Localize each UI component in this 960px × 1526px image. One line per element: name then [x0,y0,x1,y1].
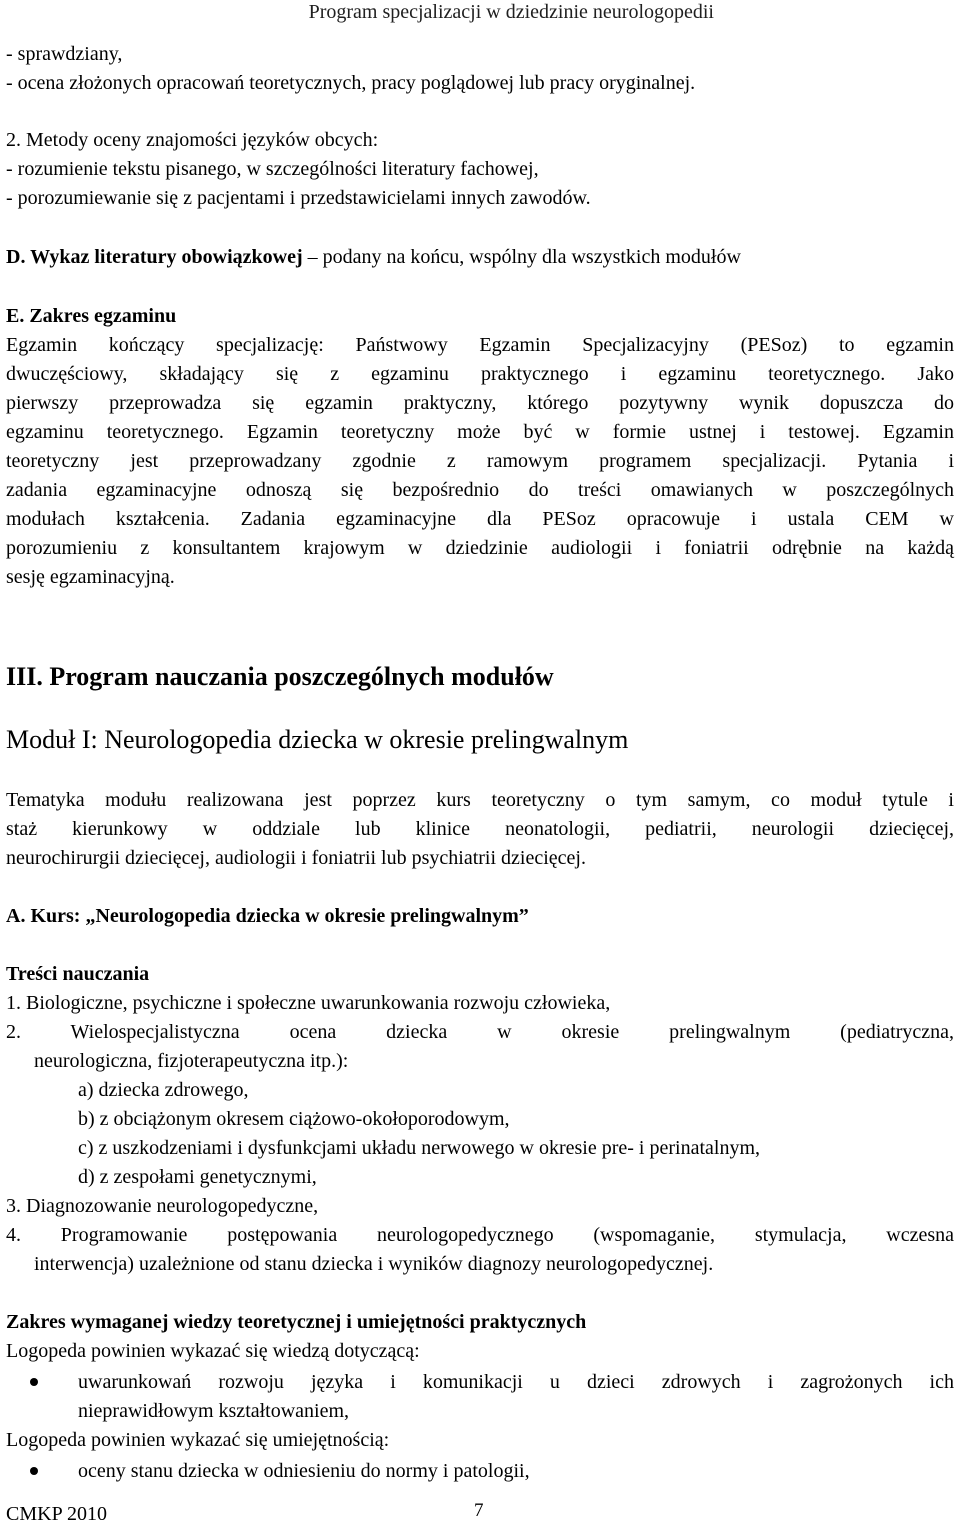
paragraph-line: dwuczęściowy, składający się z egzaminu praktycznego i egzaminu teoretycznego. Jako [6,363,954,385]
course-title: A. Kurs: „Neurologopedia dziecka w okresie prelingwalnym” [6,905,529,927]
content-sub-item: d) z zespołami genetycznymi, [78,1166,317,1188]
content-item-continuation: interwencja) uzależnione od stanu dziecka i wyników diagnozy neurologopedycznej. [34,1253,714,1275]
content-title: Treści nauczania [6,963,150,985]
section-e-title: E. Zakres egzaminu [6,305,177,327]
paragraph-line: neurochirurgii dziecięcej, audiologii i foniatrii lub psychiatrii dziecięcej. [6,847,586,869]
list-item: - sprawdziany, [6,43,123,65]
skills-intro: Logopeda powinien wykazać się umiejętnością: [6,1429,390,1451]
section-d-rest: – podany na końcu, wspólny dla wszystkich modułów [302,246,741,268]
paragraph-line: porozumieniu z konsultantem krajowym w dziedzinie audiologii i foniatrii odrębnie na każdą [6,537,954,559]
running-header: Program specjalizacji w dziedzinie neurologopedii [308,1,714,23]
list-item: - ocena złożonych opracowań teoretycznych, pracy poglądowej lub pracy oryginalnej. [6,72,696,94]
bullet-icon [30,1467,38,1475]
content-sub-item: b) z obciążonym okresem ciążowo-okołoporodowym, [78,1108,510,1130]
content-item-continuation: neurologiczna, fizjoterapeutyczna itp.): [34,1050,349,1072]
paragraph-line: zadania egzaminacyjne odnoszą się bezpośrednio do treści omawianych w poszczególnych [6,479,954,501]
paragraph-line: teoretyczny jest przeprowadzany zgodnie z ramowym programem specjalizacji. Pytania i [6,450,954,472]
languages-title: 2. Metody oceny znajomości języków obcych: [6,129,379,151]
bullet-item: uwarunkowań rozwoju języka i komunikacji u dzieci zdrowych i zagrożonych ich [78,1371,954,1393]
paragraph-line: modułach kształcenia. Zadania egzaminacyjne dla PESoz opracowuje i ustala CEM w [6,508,954,530]
content-sub-item: a) dziecka zdrowego, [78,1079,249,1101]
bullet-item-continuation: nieprawidłowym kształtowaniem, [78,1400,350,1422]
paragraph-line: staż kierunkowy w oddziale lub klinice neonatologii, pediatrii, neurologii dziecięcej, [6,818,954,840]
paragraph-line: pierwszy przeprowadza się egzamin praktyczny, którego pozytywny wynik dopuszcza do [6,392,954,414]
content-item: 1. Biologiczne, psychiczne i społeczne uwarunkowania rozwoju człowieka, [6,992,611,1014]
content-item: 3. Diagnozowanie neurologopedyczne, [6,1195,319,1217]
content-sub-item: c) z uszkodzeniami i dysfunkcjami układu nerwowego w okresie pre- i perinatalnym, [78,1137,761,1159]
section-iii-title: III. Program nauczania poszczególnych modułów [6,662,554,691]
paragraph-line: sesję egzaminacyjną. [6,566,175,588]
list-item: - porozumiewanie się z pacjentami i przedstawicielami innych zawodów. [6,187,591,209]
paragraph-line: Egzamin kończący specjalizację: Państwowy Egzamin Specjalizacyjny (PESoz) to egzamin [6,334,954,356]
page-number: 7 [474,1500,484,1521]
knowledge-title: Zakres wymaganej wiedzy teoretycznej i umiejętności praktycznych [6,1311,587,1333]
section-d [6,246,741,268]
paragraph-line: Tematyka modułu realizowana jest poprzez kurs teoretyczny o tym samym, co moduł tytule i [6,789,954,811]
knowledge-intro: Logopeda powinien wykazać się wiedzą dotyczącą: [6,1340,420,1362]
content-item: 4. Programowanie postępowania neurologopedycznego (wspomaganie, stymulacja, wczesna [6,1224,954,1246]
list-item: - rozumienie tekstu pisanego, w szczególności literatury fachowej, [6,158,539,180]
paragraph-line: egzaminu teoretycznego. Egzamin teoretyczny może być w formie ustnej i testowej. Egzamin [6,421,954,443]
module-title: Moduł I: Neurologopedia dziecka w okresie prelingwalnym [6,725,629,754]
content-item: 2. Wielospecjalistyczna ocena dziecka w okresie prelingwalnym (pediatryczna, [6,1021,954,1043]
footer-org: CMKP 2010 [6,1503,107,1525]
bullet-item: oceny stanu dziecka w odniesieniu do normy i patologii, [78,1460,530,1482]
section-d-label: D. Wykaz literatury obowiązkowej [6,246,303,268]
bullet-icon [30,1378,38,1386]
